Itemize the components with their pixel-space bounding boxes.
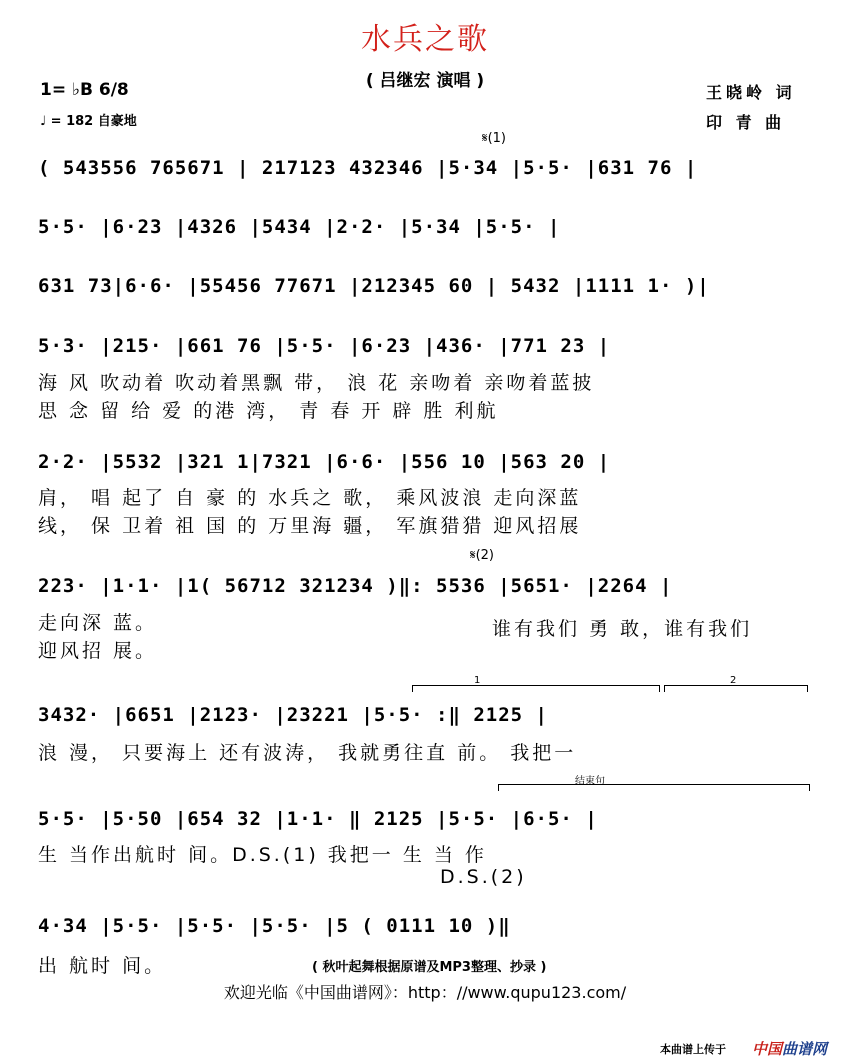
lyric-line-9: 出 航时 间。 [38,955,167,977]
first-ending-label: 1 [474,675,481,686]
score-line-8: 5·5· |5·50 |654 32 |1·1· ‖ 2125 |5·5· |6·5· | [38,808,598,830]
score-line-5: 2·2· |5532 |321 1|7321 |6·6· |556 10 |563 20 | [38,451,611,473]
lyric-line-4b: 思 念 留 给 爱 的港 湾， 青 春 开 辟 胜 利航 [38,400,499,422]
logo-qupu: 曲谱网 [782,1040,828,1058]
coda-bracket [498,784,810,791]
lyric-line-4a: 海 风 吹动着 吹动着黑飘 带， 浪 花 亲吻着 亲吻着蓝披 [38,372,595,394]
lyric-line-7: 浪 漫， 只要海上 还有波涛， 我就勇往直 前。 我把一 [38,742,577,764]
score-line-2: 5·5· |6·23 |4326 |5434 |2·2· |5·34 |5·5· | [38,216,561,238]
site-logo [752,1038,827,1059]
page-title: 水兵之歌 [361,22,489,57]
lyric-line-8a: 生 当作出航时 间。D.S.(1) 我把一 生 当 作 [38,844,487,866]
lyric-line-8b: D.S.(2) [440,866,527,888]
score-line-7: 3432· |6651 |2123· |23221 |5·5· :‖ 2125 | [38,704,548,726]
score-line-3: 631 73|6·6· |55456 77671 |212345 60 | 5432 |1111 1· )| [38,275,710,297]
score-line-6: 223· |1·1· |1( 56712 321234 )‖: 5536 |5651· |2264 | [38,575,673,597]
lyric-line-6c: 谁有我们 勇 敢，谁有我们 [492,618,753,640]
segno-1: 𝄋(1) [482,131,507,146]
second-ending-label: 2 [730,675,737,686]
first-ending-bracket [412,685,660,692]
score-line-4: 5·3· |215· |661 76 |5·5· |6·23 |436· |771 23 | [38,335,611,357]
performer-subtitle: ( 吕继宏 演唱 ) [365,71,485,91]
score-line-9: 4·34 |5·5· |5·5· |5·5· |5 ( 0111 10 )‖ [38,915,511,937]
lyric-line-6b: 迎风招 展。 [38,640,158,662]
transcription-note: ( 秋叶起舞根据原谱及MP3整理、抄录 ) [312,960,547,975]
welcome-footer: 欢迎光临《中国曲谱网》：http：//www.qupu123.com/ [223,983,627,1002]
score-line-1: ( 543556 765671 | 217123 432346 |5·34 |5·5· |631 76 | [38,157,698,179]
lyricist-credit: 王晓岭 词 [706,83,796,102]
composer-credit: 印 青 曲 [706,113,786,132]
logo-cn: 中国 [752,1040,783,1058]
coda-label: 结束句 [575,776,605,787]
tempo-marking: ♩ = 182 自豪地 [40,114,137,129]
lyric-line-5b: 线， 保 卫着 祖 国 的 万里海 疆， 军旗猎猎 迎风招展 [38,515,582,537]
second-ending-bracket [664,685,808,692]
key-signature: 1= ♭B 6/8 [40,80,129,100]
upload-note: 本曲谱上传于 [660,1043,726,1056]
lyric-line-6a: 走向深 蓝。 [38,612,158,634]
segno-2: 𝄋(2) [470,548,495,563]
lyric-line-5a: 肩， 唱 起了 自 豪 的 水兵之 歌， 乘风波浪 走向深蓝 [38,487,582,509]
